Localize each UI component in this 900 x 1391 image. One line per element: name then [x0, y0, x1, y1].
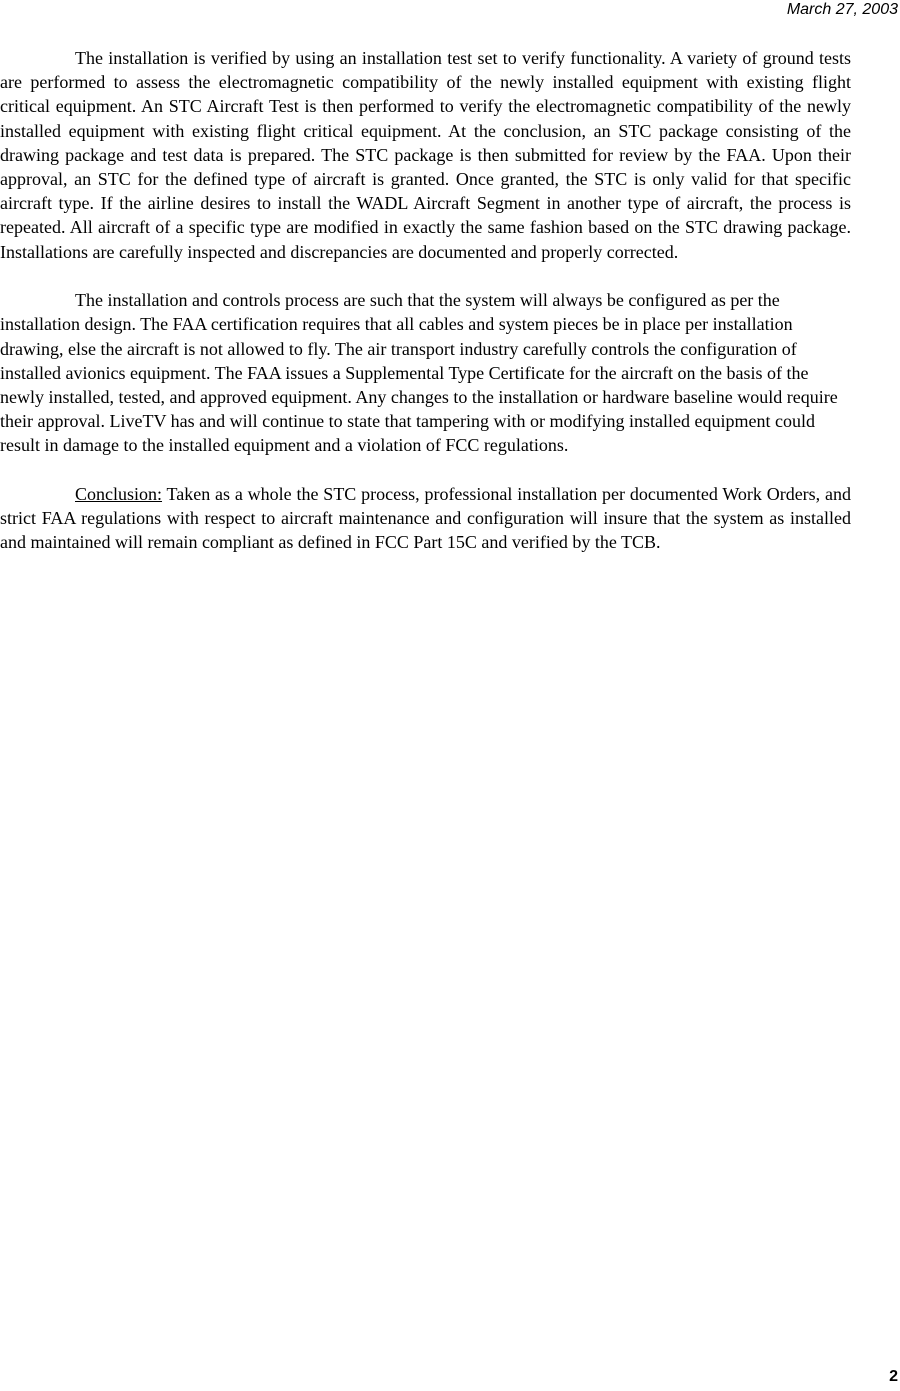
paragraph-conclusion [0, 482, 851, 555]
conclusion-label: Conclusion: [75, 484, 163, 505]
document-body [0, 46, 851, 579]
page-number: 2 [889, 1368, 898, 1385]
paragraph-installation-verification: The installation is verified by using an installation test set to verify functionality. A variety of ground tests are performed to assess the electromagnetic compatibility of the newly installed equipment with existing flight critical equipment. An STC Aircraft Test is then performed to verify the electromagnetic compatibility of the newly installed equipment with existing flight critical equipment. At the conclusion, an STC package consisting of the drawing package and test data is prepared. The STC package is then submitted for review by the FAA. Upon their approval, an STC for the defined type of aircraft is granted. Once granted, the STC is only valid for that specific aircraft type. If the airline desires to install the WADL Aircraft Segment in another type of aircraft, the process is repeated. All aircraft of a specific type are modified in exactly the same fashion based on the STC drawing package. Installations are carefully inspected and discrepancies are documented and properly corrected. [0, 48, 851, 262]
page-date: March 27, 2003 [786, 1, 898, 18]
conclusion-text: Taken as a whole the STC process, professional installation per documented Work Orders, and strict FAA regulations with respect to aircraft maintenance and configuration will insure that the system as installed and maintained will remain compliant as defined in FCC Part 15C and verified by the TCB. [0, 484, 851, 553]
paragraph-installation-controls: The installation and controls process are such that the system will always be configured as per the installation design. The FAA certification requires that all cables and system pieces be in place per installation drawing, else the aircraft is not allowed to fly. The air transport industry carefully controls the configuration of installed avionics equipment. The FAA issues a Supplemental Type Certificate for the aircraft on the basis of the newly installed, tested, and approved equipment. Any changes to the installation or hardware baseline would require their approval. LiveTV has and will continue to state that tampering with or modifying installed equipment could result in damage to the installed equipment and a violation of FCC regulations. [0, 290, 838, 456]
